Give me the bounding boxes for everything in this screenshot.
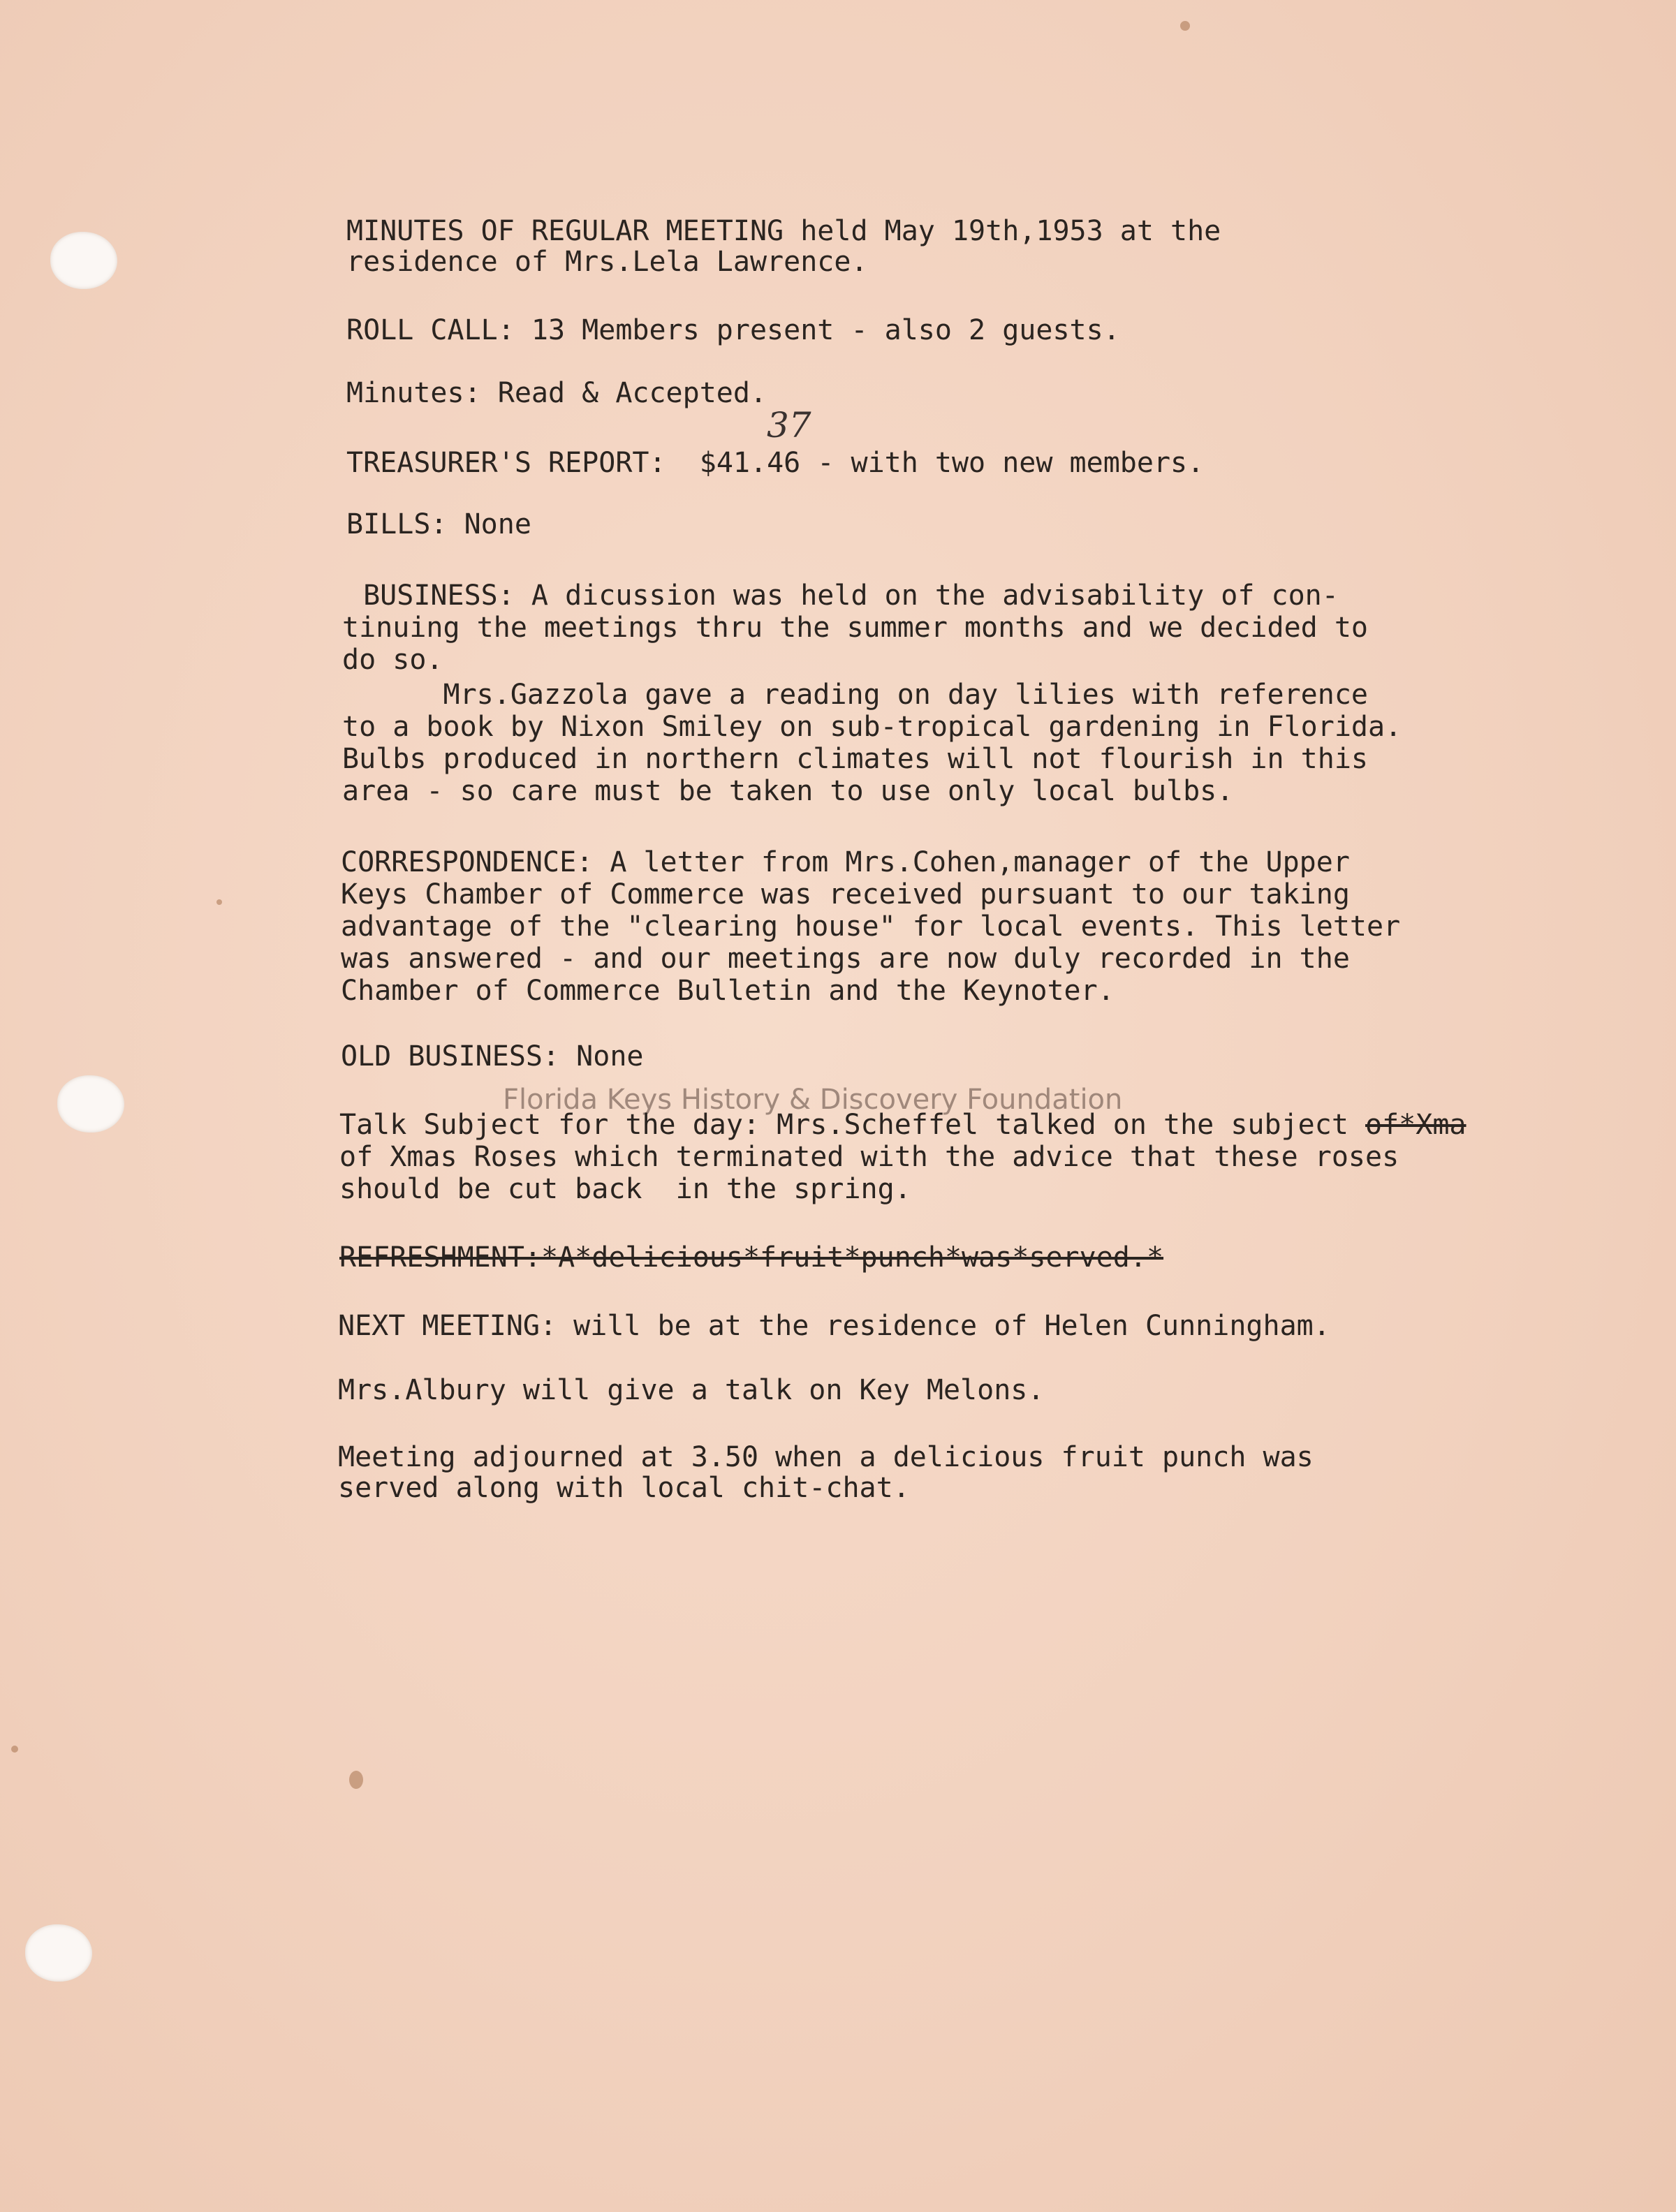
treasurer-amount: $41.46 — [699, 447, 801, 479]
business-line: do so. — [342, 644, 443, 676]
treasurer-suffix: - with two new members. — [800, 447, 1205, 479]
struck-text: of*Xma — [1365, 1109, 1466, 1141]
adjourned-line-1: Meeting adjourned at 3.50 when a delicious fruit punch was — [338, 1441, 1314, 1473]
treasurer-label: TREASURER'S REPORT: — [346, 447, 700, 479]
punch-hole-bottom — [25, 1924, 92, 1982]
minutes-heading-line-2: residence of Mrs.Lela Lawrence. — [346, 246, 868, 278]
talk-subject-line-2: of Xmas Roses which terminated with the advice that these roses — [339, 1141, 1399, 1173]
correspondence-line: Keys Chamber of Commerce was received pursuant to our taking — [341, 878, 1350, 910]
paper-stain — [11, 1746, 18, 1753]
correspondence-line: was answered - and our meetings are now duly recorded in the — [341, 943, 1350, 975]
refreshment-struck: REFRESHMENT:*A*delicious*fruit*punch*was*served.* — [339, 1241, 1164, 1274]
roll-call: ROLL CALL: 13 Members present - also 2 guests. — [346, 314, 1120, 346]
next-meeting: NEXT MEETING: will be at the residence of Helen Cunningham. — [338, 1310, 1330, 1342]
adjourned-line-2: served along with local chit-chat. — [338, 1472, 910, 1504]
bills: BILLS: None — [346, 508, 531, 540]
minutes-heading-line-1: MINUTES OF REGULAR MEETING held May 19th,1953 at the — [346, 215, 1221, 247]
business-line: Mrs.Gazzola gave a reading on day lilies with reference — [342, 679, 1369, 711]
business-line: Bulbs produced in northern climates will not flourish in this — [342, 743, 1369, 775]
punch-hole-top — [50, 232, 117, 289]
business-line: area - so care must be taken to use only local bulbs. — [342, 775, 1234, 807]
correspondence-line: CORRESPONDENCE: A letter from Mrs.Cohen,manager of the Upper — [341, 846, 1350, 878]
business-line: to a book by Nixon Smiley on sub-tropical gardening in Florida. — [342, 711, 1402, 743]
talk-subject-line-3: should be cut back in the spring. — [339, 1173, 911, 1205]
old-business: OLD BUSINESS: None — [341, 1040, 644, 1072]
correspondence-line: Chamber of Commerce Bulletin and the Keynoter. — [341, 975, 1115, 1007]
talk-subject-text: Talk Subject for the day: Mrs.Scheffel talked on the subject — [339, 1109, 1366, 1141]
minutes-status: Minutes: Read & Accepted. — [346, 377, 767, 409]
albury-talk: Mrs.Albury will give a talk on Key Melons. — [338, 1374, 1045, 1406]
handwritten-correction: 37 — [767, 405, 811, 445]
paper-stain — [216, 899, 222, 905]
business-line: BUSINESS: A dicussion was held on the advisability of con- — [346, 580, 1339, 612]
paper-stain — [1180, 21, 1190, 31]
paper-stain — [349, 1771, 363, 1789]
business-line: tinuing the meetings thru the summer months and we decided to — [342, 612, 1369, 644]
talk-subject-line-1 — [339, 1109, 1466, 1141]
treasurer-report — [346, 447, 1204, 479]
watermark: Florida Keys History & Discovery Foundation — [503, 1084, 1123, 1116]
punch-hole-middle — [57, 1075, 124, 1133]
correspondence-line: advantage of the "clearing house" for local events. This letter — [341, 910, 1401, 943]
